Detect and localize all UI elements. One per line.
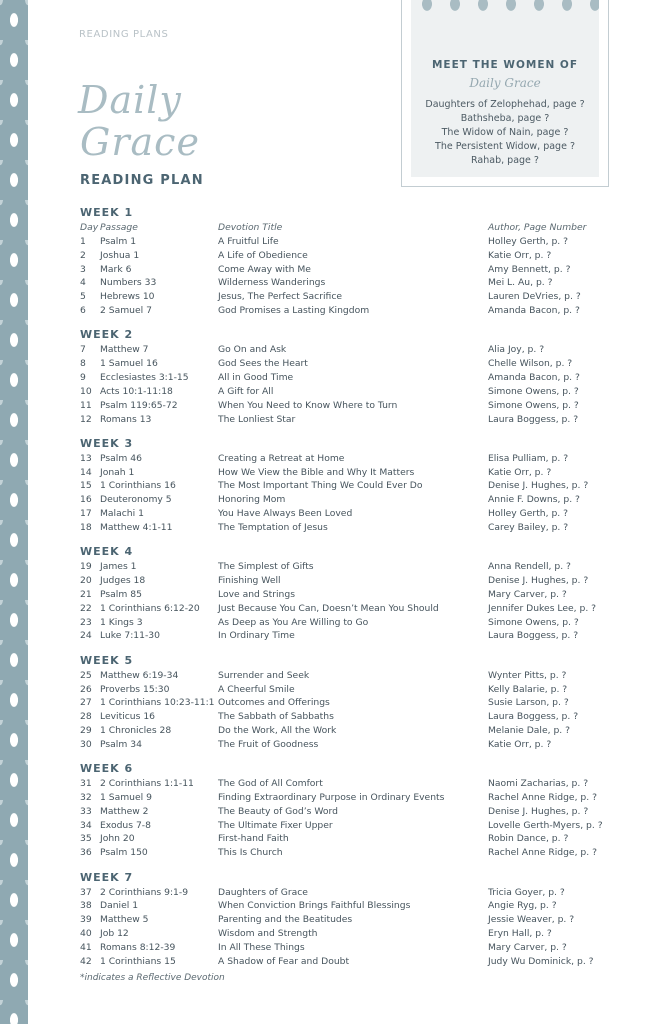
cell-author: Lauren DeVries, p. ? xyxy=(488,291,581,303)
cell-title: A Fruitful Life xyxy=(218,235,279,247)
feature-list xyxy=(411,98,599,168)
cell-day: 31 xyxy=(80,778,92,790)
table-row xyxy=(80,452,640,466)
cell-author: Carey Bailey, p. ? xyxy=(488,521,569,533)
cell-passage: Luke 7:11-30 xyxy=(100,630,160,642)
cell-title: A Cheerful Smile xyxy=(218,683,295,695)
cell-passage: 1 Corinthians 16 xyxy=(100,480,176,492)
cell-author: Jennifer Dukes Lee, p. ? xyxy=(488,602,597,614)
feature-item: Rahab, page ? xyxy=(471,155,539,166)
cell-author: Angie Ryg, p. ? xyxy=(488,900,557,912)
cell-title: Wilderness Wanderings xyxy=(218,277,326,289)
cell-title: Parenting and the Beatitudes xyxy=(218,914,353,926)
cell-author: Annie F. Downs, p. ? xyxy=(488,494,580,506)
cell-day: 23 xyxy=(80,616,92,628)
cell-title: Daughters of Grace xyxy=(218,886,308,898)
table-row xyxy=(80,927,640,941)
cell-day: 32 xyxy=(80,791,92,803)
week-title: WEEK 5 xyxy=(80,653,134,667)
logo-word-daily: Daily xyxy=(78,78,182,122)
table-row xyxy=(80,479,640,493)
table-row xyxy=(80,249,640,263)
cell-day: 5 xyxy=(80,291,86,303)
cell-title: Go On and Ask xyxy=(218,344,287,356)
table-row xyxy=(80,602,640,616)
cell-title: When You Need to Know Where to Turn xyxy=(218,399,398,411)
table-row xyxy=(80,696,640,710)
table-row xyxy=(80,832,640,846)
cell-passage: Acts 10:1-11:18 xyxy=(100,385,173,397)
cell-passage: Jonah 1 xyxy=(100,466,135,478)
cell-day: 2 xyxy=(80,249,86,261)
cell-title: God Promises a Lasting Kingdom xyxy=(218,305,370,317)
cell-author: Rachel Anne Ridge, p. ? xyxy=(488,791,597,803)
week-title: WEEK 3 xyxy=(80,436,134,450)
cell-title: The Most Important Thing We Could Ever Do xyxy=(218,480,423,492)
table-row xyxy=(80,886,640,900)
week-section xyxy=(80,205,640,318)
week-title: WEEK 4 xyxy=(80,545,134,559)
cell-passage: 2 Corinthians 9:1-9 xyxy=(100,886,189,898)
cell-author: Amanda Bacon, p. ? xyxy=(488,305,580,317)
page-title: READING PLAN xyxy=(80,173,204,188)
cell-author: Wynter Pitts, p. ? xyxy=(488,669,567,681)
cell-title: The Temptation of Jesus xyxy=(218,521,328,533)
cell-day: 16 xyxy=(80,494,92,506)
feature-item: Bathsheba, page ? xyxy=(460,113,550,124)
cell-passage: 2 Samuel 7 xyxy=(100,305,152,317)
cell-passage: Matthew 2 xyxy=(100,805,149,817)
cell-passage: 1 Corinthians 10:23-11:1 xyxy=(100,697,215,709)
cell-author: Susie Larson, p. ? xyxy=(488,697,569,709)
cell-title: Wisdom and Strength xyxy=(218,928,318,940)
table-row xyxy=(80,560,640,574)
cell-title: The Ultimate Fixer Upper xyxy=(218,819,333,831)
week-section xyxy=(80,870,640,969)
cell-passage: Leviticus 16 xyxy=(100,711,156,723)
table-row xyxy=(80,276,640,290)
cell-day: 4 xyxy=(80,277,86,289)
week-title: WEEK 2 xyxy=(80,328,134,342)
cell-passage: Deuteronomy 5 xyxy=(100,494,172,506)
cell-passage: 2 Corinthians 1:1-11 xyxy=(100,778,194,790)
feature-item: Daughters of Zelophehad, page ? xyxy=(425,99,585,110)
cell-title: A Shadow of Fear and Doubt xyxy=(218,955,350,967)
cell-passage: 1 Samuel 9 xyxy=(100,791,152,803)
table-row xyxy=(80,413,640,427)
cell-author: Holley Gerth, p. ? xyxy=(488,508,569,520)
cell-title: Do the Work, All the Work xyxy=(218,725,337,737)
table-row xyxy=(80,371,640,385)
table-row xyxy=(80,791,640,805)
table-row xyxy=(80,343,640,357)
cell-passage: Psalm 46 xyxy=(100,452,142,464)
week-section xyxy=(80,653,640,752)
table-row xyxy=(80,724,640,738)
table-row xyxy=(80,913,640,927)
cell-day: 1 xyxy=(80,235,86,247)
cell-title: This Is Church xyxy=(218,847,283,859)
cell-passage: Psalm 1 xyxy=(100,235,137,247)
cell-passage: James 1 xyxy=(100,561,137,573)
cell-day: 25 xyxy=(80,669,92,681)
cell-day: 15 xyxy=(80,480,92,492)
cell-passage: Romans 8:12-39 xyxy=(100,941,176,953)
table-row xyxy=(80,290,640,304)
cell-author: Denise J. Hughes, p. ? xyxy=(488,805,589,817)
cell-author: Mary Carver, p. ? xyxy=(488,941,567,953)
table-row xyxy=(80,399,640,413)
cell-day: 8 xyxy=(80,358,86,370)
table-row xyxy=(80,738,640,752)
table-row xyxy=(80,955,640,969)
section-overline: READING PLANS xyxy=(79,29,169,40)
cell-day: 36 xyxy=(80,847,92,859)
cell-day: 37 xyxy=(80,886,92,898)
cell-passage: Matthew 4:1-11 xyxy=(100,521,173,533)
cell-day: 14 xyxy=(80,466,92,478)
cell-day: 26 xyxy=(80,683,92,695)
cell-day: 42 xyxy=(80,955,92,967)
cell-title: A Life of Obedience xyxy=(218,249,308,261)
table-row xyxy=(80,777,640,791)
cell-title: The Fruit of Goodness xyxy=(218,738,319,750)
table-row xyxy=(80,521,640,535)
table-row xyxy=(80,629,640,643)
cell-day: 11 xyxy=(80,399,92,411)
week-title: WEEK 6 xyxy=(80,762,134,776)
cell-day: 27 xyxy=(80,697,92,709)
cell-title: Love and Strings xyxy=(218,588,295,600)
cell-day: 20 xyxy=(80,575,92,587)
cell-passage: Psalm 34 xyxy=(100,738,142,750)
cell-passage: Exodus 7-8 xyxy=(100,819,151,831)
column-header-passage: Passage xyxy=(100,222,138,233)
cell-author: Naomi Zacharias, p. ? xyxy=(488,778,589,790)
cell-day: 29 xyxy=(80,725,92,737)
cell-day: 35 xyxy=(80,833,92,845)
cell-day: 19 xyxy=(80,561,92,573)
cell-author: Mary Carver, p. ? xyxy=(488,588,567,600)
cell-day: 12 xyxy=(80,413,92,425)
footnote: *indicates a Reflective Devotion xyxy=(80,973,225,983)
table-row xyxy=(80,899,640,913)
cell-passage: Mark 6 xyxy=(100,263,132,275)
cell-title: You Have Always Been Loved xyxy=(218,508,353,520)
feature-heading: MEET THE WOMEN OF xyxy=(431,59,579,71)
week-section xyxy=(80,761,640,860)
cell-passage: Hebrews 10 xyxy=(100,291,155,303)
cell-day: 28 xyxy=(80,711,92,723)
cell-passage: 1 Samuel 16 xyxy=(100,358,158,370)
table-row xyxy=(80,588,640,602)
table-row xyxy=(80,805,640,819)
table-row xyxy=(80,385,640,399)
cell-title: Just Because You Can, Doesn’t Mean You Should xyxy=(218,602,439,614)
cell-author: Laura Boggess, p. ? xyxy=(488,413,579,425)
cell-passage: Judges 18 xyxy=(100,575,146,587)
cell-title: First-hand Faith xyxy=(218,833,289,845)
cell-day: 39 xyxy=(80,914,92,926)
cell-author: Simone Owens, p. ? xyxy=(488,385,579,397)
cell-title: All in Good Time xyxy=(218,371,294,383)
cell-author: Katie Orr, p. ? xyxy=(488,466,552,478)
cell-title: Creating a Retreat at Home xyxy=(218,452,345,464)
cell-author: Laura Boggess, p. ? xyxy=(488,711,579,723)
table-row xyxy=(80,357,640,371)
cell-passage: Romans 13 xyxy=(100,413,152,425)
feature-item: The Persistent Widow, page ? xyxy=(435,141,575,152)
cell-title: Outcomes and Offerings xyxy=(218,697,330,709)
cell-title: The Lonliest Star xyxy=(218,413,296,425)
cell-day: 21 xyxy=(80,588,92,600)
cell-passage: Job 12 xyxy=(100,928,129,940)
cell-author: Eryn Hall, p. ? xyxy=(488,928,552,940)
cell-author: Jessie Weaver, p. ? xyxy=(488,914,575,926)
cell-day: 33 xyxy=(80,805,92,817)
cell-author: Alia Joy, p. ? xyxy=(488,344,545,356)
cell-author: Chelle Wilson, p. ? xyxy=(488,358,573,370)
week-title: WEEK 7 xyxy=(80,870,134,884)
cell-author: Robin Dance, p. ? xyxy=(488,833,569,845)
cell-passage: John 20 xyxy=(100,833,135,845)
week-section xyxy=(80,436,640,535)
reading-plan-table xyxy=(80,205,640,978)
cell-title: When Conviction Brings Faithful Blessings xyxy=(218,900,411,912)
cell-title: Jesus, The Perfect Sacrifice xyxy=(218,291,343,303)
cell-passage: Proverbs 15:30 xyxy=(100,683,170,695)
cell-author: Laura Boggess, p. ? xyxy=(488,630,579,642)
week-section xyxy=(80,327,640,426)
column-header-author: Author, Page Number xyxy=(488,222,587,233)
table-row xyxy=(80,819,640,833)
column-header-row xyxy=(80,221,640,235)
table-row xyxy=(80,710,640,724)
table-row xyxy=(80,683,640,697)
ikat-pattern-border xyxy=(0,0,28,1024)
table-row xyxy=(80,235,640,249)
cell-day: 40 xyxy=(80,928,92,940)
cell-title: A Gift for All xyxy=(218,385,274,397)
cell-author: Kelly Balarie, p. ? xyxy=(488,683,568,695)
feature-item: The Widow of Nain, page ? xyxy=(441,127,569,138)
cell-author: Amanda Bacon, p. ? xyxy=(488,371,580,383)
daily-grace-logo xyxy=(76,78,200,168)
cell-author: Rachel Anne Ridge, p. ? xyxy=(488,847,597,859)
cell-day: 10 xyxy=(80,385,92,397)
feature-box-pattern xyxy=(411,0,599,22)
cell-author: Katie Orr, p. ? xyxy=(488,249,552,261)
cell-day: 17 xyxy=(80,508,92,520)
cell-title: Surrender and Seek xyxy=(218,669,310,681)
cell-day: 30 xyxy=(80,738,92,750)
cell-title: In All These Things xyxy=(218,941,305,953)
cell-title: Finding Extraordinary Purpose in Ordinary Events xyxy=(218,791,445,803)
cell-author: Melanie Dale, p. ? xyxy=(488,725,571,737)
week-title: WEEK 1 xyxy=(80,206,134,219)
cell-day: 34 xyxy=(80,819,92,831)
cell-title: The God of All Comfort xyxy=(218,778,323,790)
cell-passage: Matthew 7 xyxy=(100,344,149,356)
cell-author: Anna Rendell, p. ? xyxy=(488,561,571,573)
table-row xyxy=(80,846,640,860)
feature-subheading: Daily Grace xyxy=(469,76,541,90)
cell-passage: Malachi 1 xyxy=(100,508,144,520)
cell-day: 24 xyxy=(80,630,92,642)
cell-passage: Matthew 6:19-34 xyxy=(100,669,179,681)
table-row xyxy=(80,493,640,507)
cell-passage: Joshua 1 xyxy=(100,249,140,261)
cell-title: How We View the Bible and Why It Matters xyxy=(218,466,415,478)
table-row xyxy=(80,616,640,630)
cell-passage: 1 Corinthians 15 xyxy=(100,955,176,967)
column-header-title: Devotion Title xyxy=(218,222,283,233)
logo-word-grace: Grace xyxy=(80,120,200,164)
cell-title: As Deep as You Are Willing to Go xyxy=(218,616,369,628)
cell-author: Katie Orr, p. ? xyxy=(488,738,552,750)
cell-passage: 1 Chronicles 28 xyxy=(100,725,172,737)
cell-author: Lovelle Gerth-Myers, p. ? xyxy=(488,819,603,831)
cell-author: Judy Wu Dominick, p. ? xyxy=(488,955,594,967)
cell-title: The Simplest of Gifts xyxy=(218,561,314,573)
cell-title: Honoring Mom xyxy=(218,494,286,506)
column-header-day: Day xyxy=(80,222,99,233)
cell-passage: Psalm 119:65-72 xyxy=(100,399,178,411)
cell-day: 3 xyxy=(80,263,86,275)
week-section xyxy=(80,544,640,643)
table-row xyxy=(80,574,640,588)
cell-day: 7 xyxy=(80,344,86,356)
cell-title: God Sees the Heart xyxy=(218,358,308,370)
cell-title: Finishing Well xyxy=(218,575,281,587)
cell-author: Tricia Goyer, p. ? xyxy=(488,886,565,898)
cell-day: 22 xyxy=(80,602,92,614)
cell-author: Elisa Pulliam, p. ? xyxy=(488,452,569,464)
cell-title: The Sabbath of Sabbaths xyxy=(218,711,334,723)
cell-author: Holley Gerth, p. ? xyxy=(488,235,569,247)
cell-day: 18 xyxy=(80,521,92,533)
cell-day: 9 xyxy=(80,371,86,383)
cell-title: In Ordinary Time xyxy=(218,630,295,642)
cell-passage: Psalm 150 xyxy=(100,847,148,859)
cell-day: 41 xyxy=(80,941,92,953)
cell-passage: Psalm 85 xyxy=(100,588,142,600)
cell-day: 6 xyxy=(80,305,86,317)
cell-day: 38 xyxy=(80,900,92,912)
cell-passage: Ecclesiastes 3:1-15 xyxy=(100,371,189,383)
cell-passage: 1 Corinthians 6:12-20 xyxy=(100,602,200,614)
cell-author: Denise J. Hughes, p. ? xyxy=(488,480,589,492)
table-row xyxy=(80,263,640,277)
cell-passage: 1 Kings 3 xyxy=(100,616,143,628)
cell-author: Amy Bennett, p. ? xyxy=(488,263,571,275)
table-row xyxy=(80,466,640,480)
table-row xyxy=(80,304,640,318)
cell-author: Simone Owens, p. ? xyxy=(488,616,579,628)
cell-day: 13 xyxy=(80,452,92,464)
cell-author: Simone Owens, p. ? xyxy=(488,399,579,411)
cell-author: Denise J. Hughes, p. ? xyxy=(488,575,589,587)
cell-passage: Matthew 5 xyxy=(100,914,149,926)
cell-title: Come Away with Me xyxy=(218,263,311,275)
cell-title: The Beauty of God’s Word xyxy=(218,805,338,817)
cell-passage: Numbers 33 xyxy=(100,277,157,289)
table-row xyxy=(80,669,640,683)
cell-passage: Daniel 1 xyxy=(100,900,139,912)
cell-author: Mei L. Au, p. ? xyxy=(488,277,553,289)
table-row xyxy=(80,941,640,955)
table-row xyxy=(80,507,640,521)
